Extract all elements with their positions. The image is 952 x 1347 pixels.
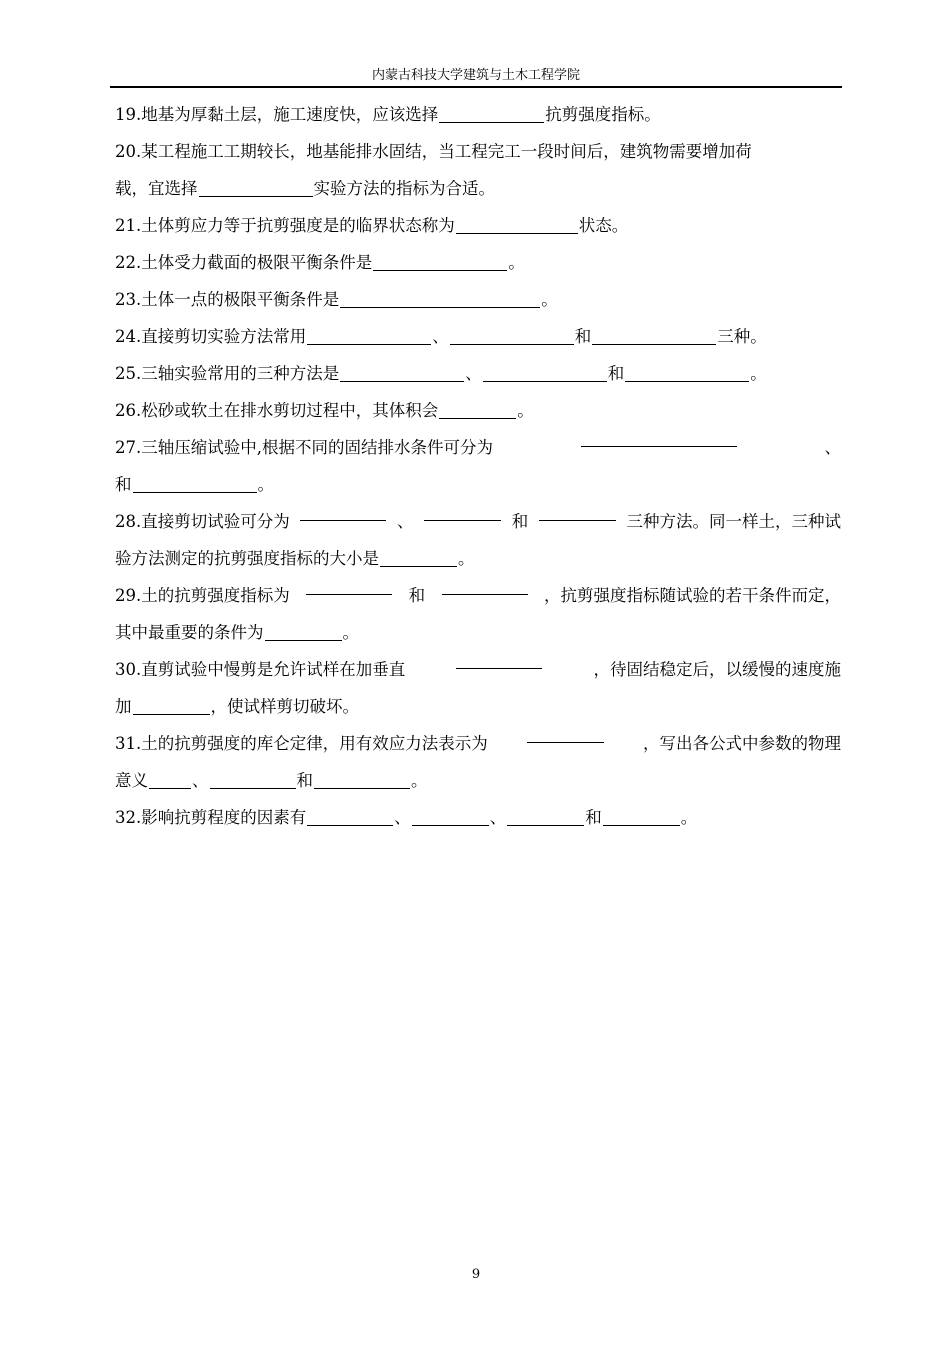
question-text: 和 <box>585 808 602 827</box>
question-text: 28.直接剪切试验可分为 <box>115 512 290 531</box>
question-text: 27.三轴压缩试验中,根据不同的固结排水条件可分为 <box>115 438 493 457</box>
answer-blank[interactable] <box>340 365 464 383</box>
answer-blank[interactable] <box>314 772 410 790</box>
question-text: 其中最重要的条件为 <box>115 623 264 642</box>
question-text: 加 <box>115 697 132 716</box>
question-text: 验方法测定的抗剪强度指标的大小是 <box>115 549 379 568</box>
question-text: 意义 <box>115 771 148 790</box>
answer-blank[interactable] <box>442 577 528 595</box>
question-text: 20.某工程施工工期较长，地基能排水固结，当工程完工一段时间后，建筑物需要增加荷 <box>115 142 752 161</box>
question-text: 19.地基为厚黏土层，施工速度快，应该选择 <box>115 105 439 124</box>
question-text: 。 <box>458 549 475 568</box>
answer-blank[interactable] <box>581 429 737 447</box>
question-text: ，使试样剪切破坏。 <box>210 697 359 716</box>
question-text: 。 <box>517 401 534 420</box>
question-20-line-2 <box>115 170 841 207</box>
answer-blank[interactable] <box>265 624 342 642</box>
question-text: 、 <box>432 327 449 346</box>
question-text: 三种。 <box>717 327 767 346</box>
question-text: 、 <box>465 364 482 383</box>
question-text: 21.土体剪应力等于抗剪强度是的临界状态称为 <box>115 216 455 235</box>
answer-blank[interactable] <box>412 809 489 827</box>
answer-blank[interactable] <box>625 365 749 383</box>
question-text: 。 <box>750 364 767 383</box>
question-text: 、 <box>824 438 841 457</box>
question-20-line-1 <box>115 133 841 170</box>
question-text: 32.影响抗剪程度的因素有 <box>115 808 307 827</box>
question-text: 31.土的抗剪强度的库仑定律，用有效应力法表示为 <box>115 734 488 753</box>
question-text: 抗剪强度指标。 <box>545 105 661 124</box>
answer-blank[interactable] <box>300 503 386 521</box>
question-31-line-1 <box>115 725 841 762</box>
question-text: 。 <box>257 475 274 494</box>
question-22-line-1 <box>115 244 841 281</box>
answer-blank[interactable] <box>456 651 542 669</box>
question-text: 和 <box>511 512 529 531</box>
answer-blank[interactable] <box>307 809 393 827</box>
question-27-line-2 <box>115 466 841 503</box>
question-text: 和 <box>607 364 625 383</box>
question-text: 三种方法。同一样土，三种试 <box>626 512 841 531</box>
question-text: 23.土体一点的极限平衡条件是 <box>115 290 340 309</box>
question-text: 、 <box>394 808 411 827</box>
question-text: 29.土的抗剪强度指标为 <box>115 586 290 605</box>
question-list <box>115 96 841 836</box>
question-text: ，抗剪强度指标随试验的若干条件而定， <box>544 586 841 605</box>
answer-blank[interactable] <box>439 402 516 420</box>
question-text: 和 <box>574 327 592 346</box>
answer-blank[interactable] <box>603 809 680 827</box>
question-text: 。 <box>680 808 698 827</box>
answer-blank[interactable] <box>456 217 578 235</box>
question-19-line-1 <box>115 96 841 133</box>
question-text: 、 <box>489 808 507 827</box>
answer-blank[interactable] <box>149 772 191 790</box>
question-28-line-1 <box>115 503 841 540</box>
question-text: 状态。 <box>578 216 629 235</box>
question-text: 25.三轴实验常用的三种方法是 <box>115 364 340 383</box>
answer-blank[interactable] <box>450 328 574 346</box>
answer-blank[interactable] <box>210 772 296 790</box>
question-23-line-1 <box>115 281 841 318</box>
question-text: 。 <box>411 771 428 790</box>
question-text: 。 <box>541 290 558 309</box>
question-30-line-2 <box>115 688 841 725</box>
question-30-line-1 <box>115 651 841 688</box>
answer-blank[interactable] <box>380 550 457 568</box>
question-text: 30.直剪试验中慢剪是允许试样在加垂直 <box>115 660 406 679</box>
question-text: 26.松砂或软土在排水剪切过程中，其体积会 <box>115 401 439 420</box>
answer-blank[interactable] <box>424 503 501 521</box>
answer-blank[interactable] <box>439 106 544 124</box>
answer-blank[interactable] <box>340 291 540 309</box>
page-number: 9 <box>471 1267 481 1282</box>
question-21-line-1 <box>115 207 841 244</box>
question-29-line-2 <box>115 614 841 651</box>
question-26-line-1 <box>115 392 841 429</box>
answer-blank[interactable] <box>507 809 584 827</box>
question-text: 。 <box>508 253 525 272</box>
page-header: 内蒙古科技大学建筑与土木工程学院 <box>110 66 842 88</box>
answer-blank[interactable] <box>373 254 507 272</box>
question-text: 实验方法的指标为合适。 <box>313 179 495 198</box>
question-31-line-2 <box>115 762 841 799</box>
question-28-line-2 <box>115 540 841 577</box>
question-29-line-1 <box>115 577 841 614</box>
answer-blank[interactable] <box>133 698 210 716</box>
question-text: 、 <box>192 771 209 790</box>
question-text: 。 <box>342 623 359 642</box>
question-25-line-1 <box>115 355 841 392</box>
question-text: 和 <box>115 475 132 494</box>
question-24-line-1 <box>115 318 841 355</box>
question-text: 、 <box>397 512 414 531</box>
question-text: 载，宜选择 <box>115 179 198 198</box>
question-text: 24.直接剪切实验方法常用 <box>115 327 307 346</box>
answer-blank[interactable] <box>483 365 607 383</box>
question-32-line-1 <box>115 799 841 836</box>
answer-blank[interactable] <box>592 328 716 346</box>
answer-blank[interactable] <box>527 725 604 743</box>
question-27-line-1 <box>115 429 841 466</box>
answer-blank[interactable] <box>306 577 392 595</box>
question-text: ，写出各公式中参数的物理 <box>643 734 841 753</box>
answer-blank[interactable] <box>133 476 257 494</box>
answer-blank[interactable] <box>307 328 431 346</box>
answer-blank[interactable] <box>539 503 616 521</box>
question-text: ，待固结稳定后，以缓慢的速度施 <box>593 660 841 679</box>
question-text: 和 <box>296 771 313 790</box>
question-text: 和 <box>408 586 426 605</box>
answer-blank[interactable] <box>199 180 313 198</box>
question-text: 22.土体受力截面的极限平衡条件是 <box>115 253 373 272</box>
